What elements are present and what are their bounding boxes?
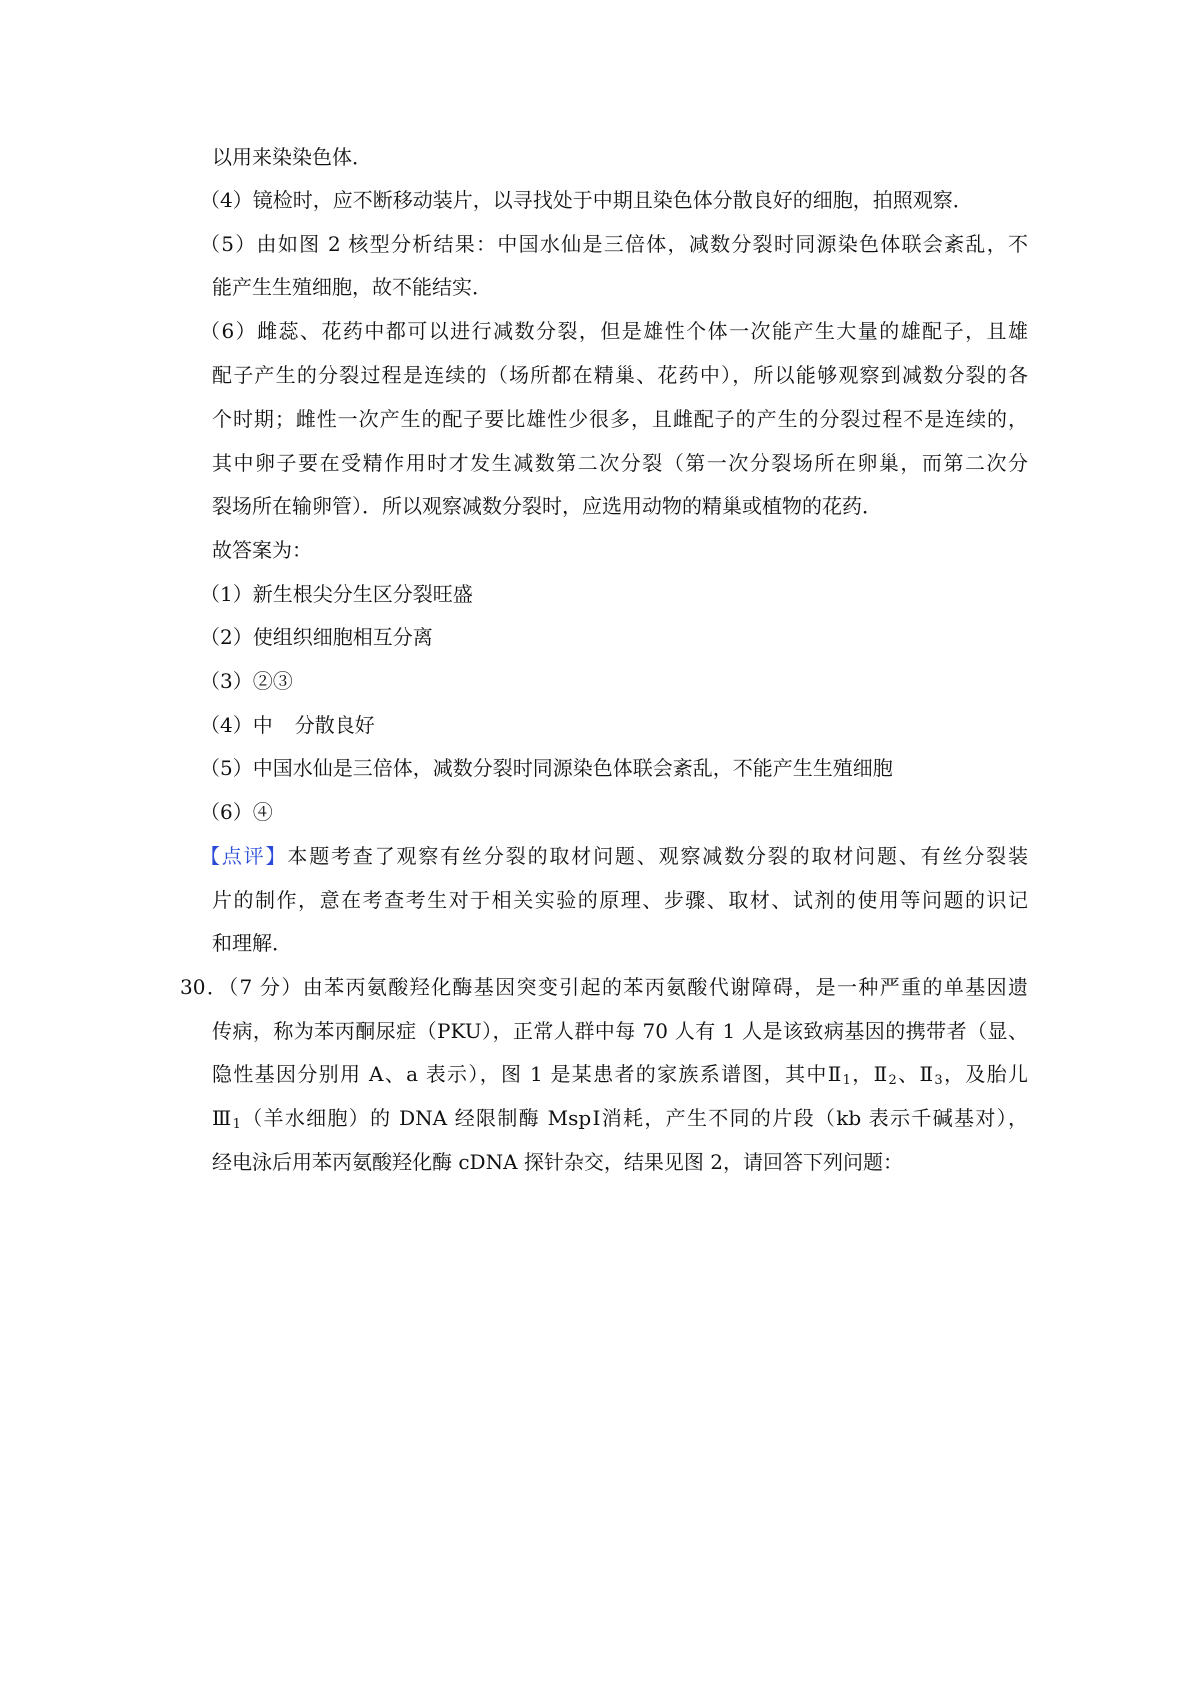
q30-text: 、Ⅱ (896, 1062, 935, 1086)
text-line: 其中卵子要在受精作用时才发生减数第二次分裂（第一次分裂场所在卵巢，而第二次分 (212, 451, 1028, 475)
comment-line: 片的制作，意在考查考生对于相关实验的原理、步骤、取材、试剂的使用等问题的识记 (212, 888, 1028, 912)
question-30-line: 传病，称为苯丙酮尿症（PKU），正常人群中每 70 人有 1 人是该致病基因的携带者（显、 (212, 1019, 1028, 1043)
comment-line (200, 842, 1028, 870)
q30-text: 隐性基因分别用 A、a 表示），图 1 是某患者的家族系谱图，其中Ⅱ (212, 1062, 843, 1086)
question-30-line (212, 1060, 1028, 1088)
answer-4-rest: 分散良好 (294, 713, 375, 737)
q30-text: ，及胎儿 (942, 1062, 1029, 1086)
answer-line: （2）使组织细胞相互分离 (200, 625, 433, 649)
question-30-line: 30．（7 分）由苯丙氨酸羟化酶基因突变引起的苯丙氨酸代谢障碍，是一种严重的单基因遗 (180, 975, 1028, 999)
answer-line: （3）②③ (200, 669, 293, 693)
answer-line: （5）中国水仙是三倍体，减数分裂时同源染色体联会紊乱，不能产生生殖细胞 (200, 756, 893, 780)
text-line: （6）雌蕊、花药中都可以进行减数分裂，但是雄性个体一次能产生大量的雄配子，且雄 (200, 319, 1028, 343)
text-line: 个时期；雌性一次产生的配子要比雄性少很多，且雌配子的产生的分裂过程不是连续的， (212, 407, 1028, 431)
text-line: 故答案为： (212, 538, 312, 562)
answer-line (200, 711, 375, 739)
answer-line: （6）④ (200, 800, 273, 824)
answer-line: （1）新生根尖分生区分裂旺盛 (200, 582, 473, 606)
text-line: （4）镜检时，应不断移动装片，以寻找处于中期且染色体分散良好的细胞，拍照观察． (200, 188, 973, 212)
text-line: 以用来染染色体． (212, 145, 372, 169)
subscript: 1 (232, 1117, 241, 1132)
text-line: 裂场所在输卵管）．所以观察减数分裂时，应选用动物的精巢或植物的花药． (212, 494, 882, 518)
subscript: 2 (888, 1073, 897, 1088)
comment-text: 本题考查了观察有丝分裂的取材问题、观察减数分裂的取材问题、有丝分裂装 (287, 844, 1029, 868)
subscript: 1 (842, 1073, 851, 1088)
text-line: 能产生生殖细胞，故不能结实． (212, 275, 492, 299)
question-30-line: 经电泳后用苯丙氨酸羟化酶 cDNA 探针杂交，结果见图 2，请回答下列问题： (212, 1150, 903, 1174)
q30-text: Ⅲ (212, 1106, 233, 1130)
question-30-line (212, 1104, 1028, 1132)
comment-tag: 【点评】 (200, 844, 288, 868)
subscript: 3 (934, 1073, 943, 1088)
text-line: 配子产生的分裂过程是连续的（场所都在精巢、花药中），所以能够观察到减数分裂的各 (212, 363, 1028, 387)
answer-4-prefix: （4）中 (200, 713, 273, 737)
q30-text: （羊水细胞）的 DNA 经限制酶 MspⅠ消耗，产生不同的片段（kb 表示千碱基对）， (240, 1106, 1028, 1130)
text-line: （5）由如图 2 核型分析结果：中国水仙是三倍体，减数分裂时同源染色体联会紊乱，不 (200, 232, 1028, 256)
q30-text: ，Ⅱ (850, 1062, 889, 1086)
comment-line: 和理解． (212, 931, 292, 955)
